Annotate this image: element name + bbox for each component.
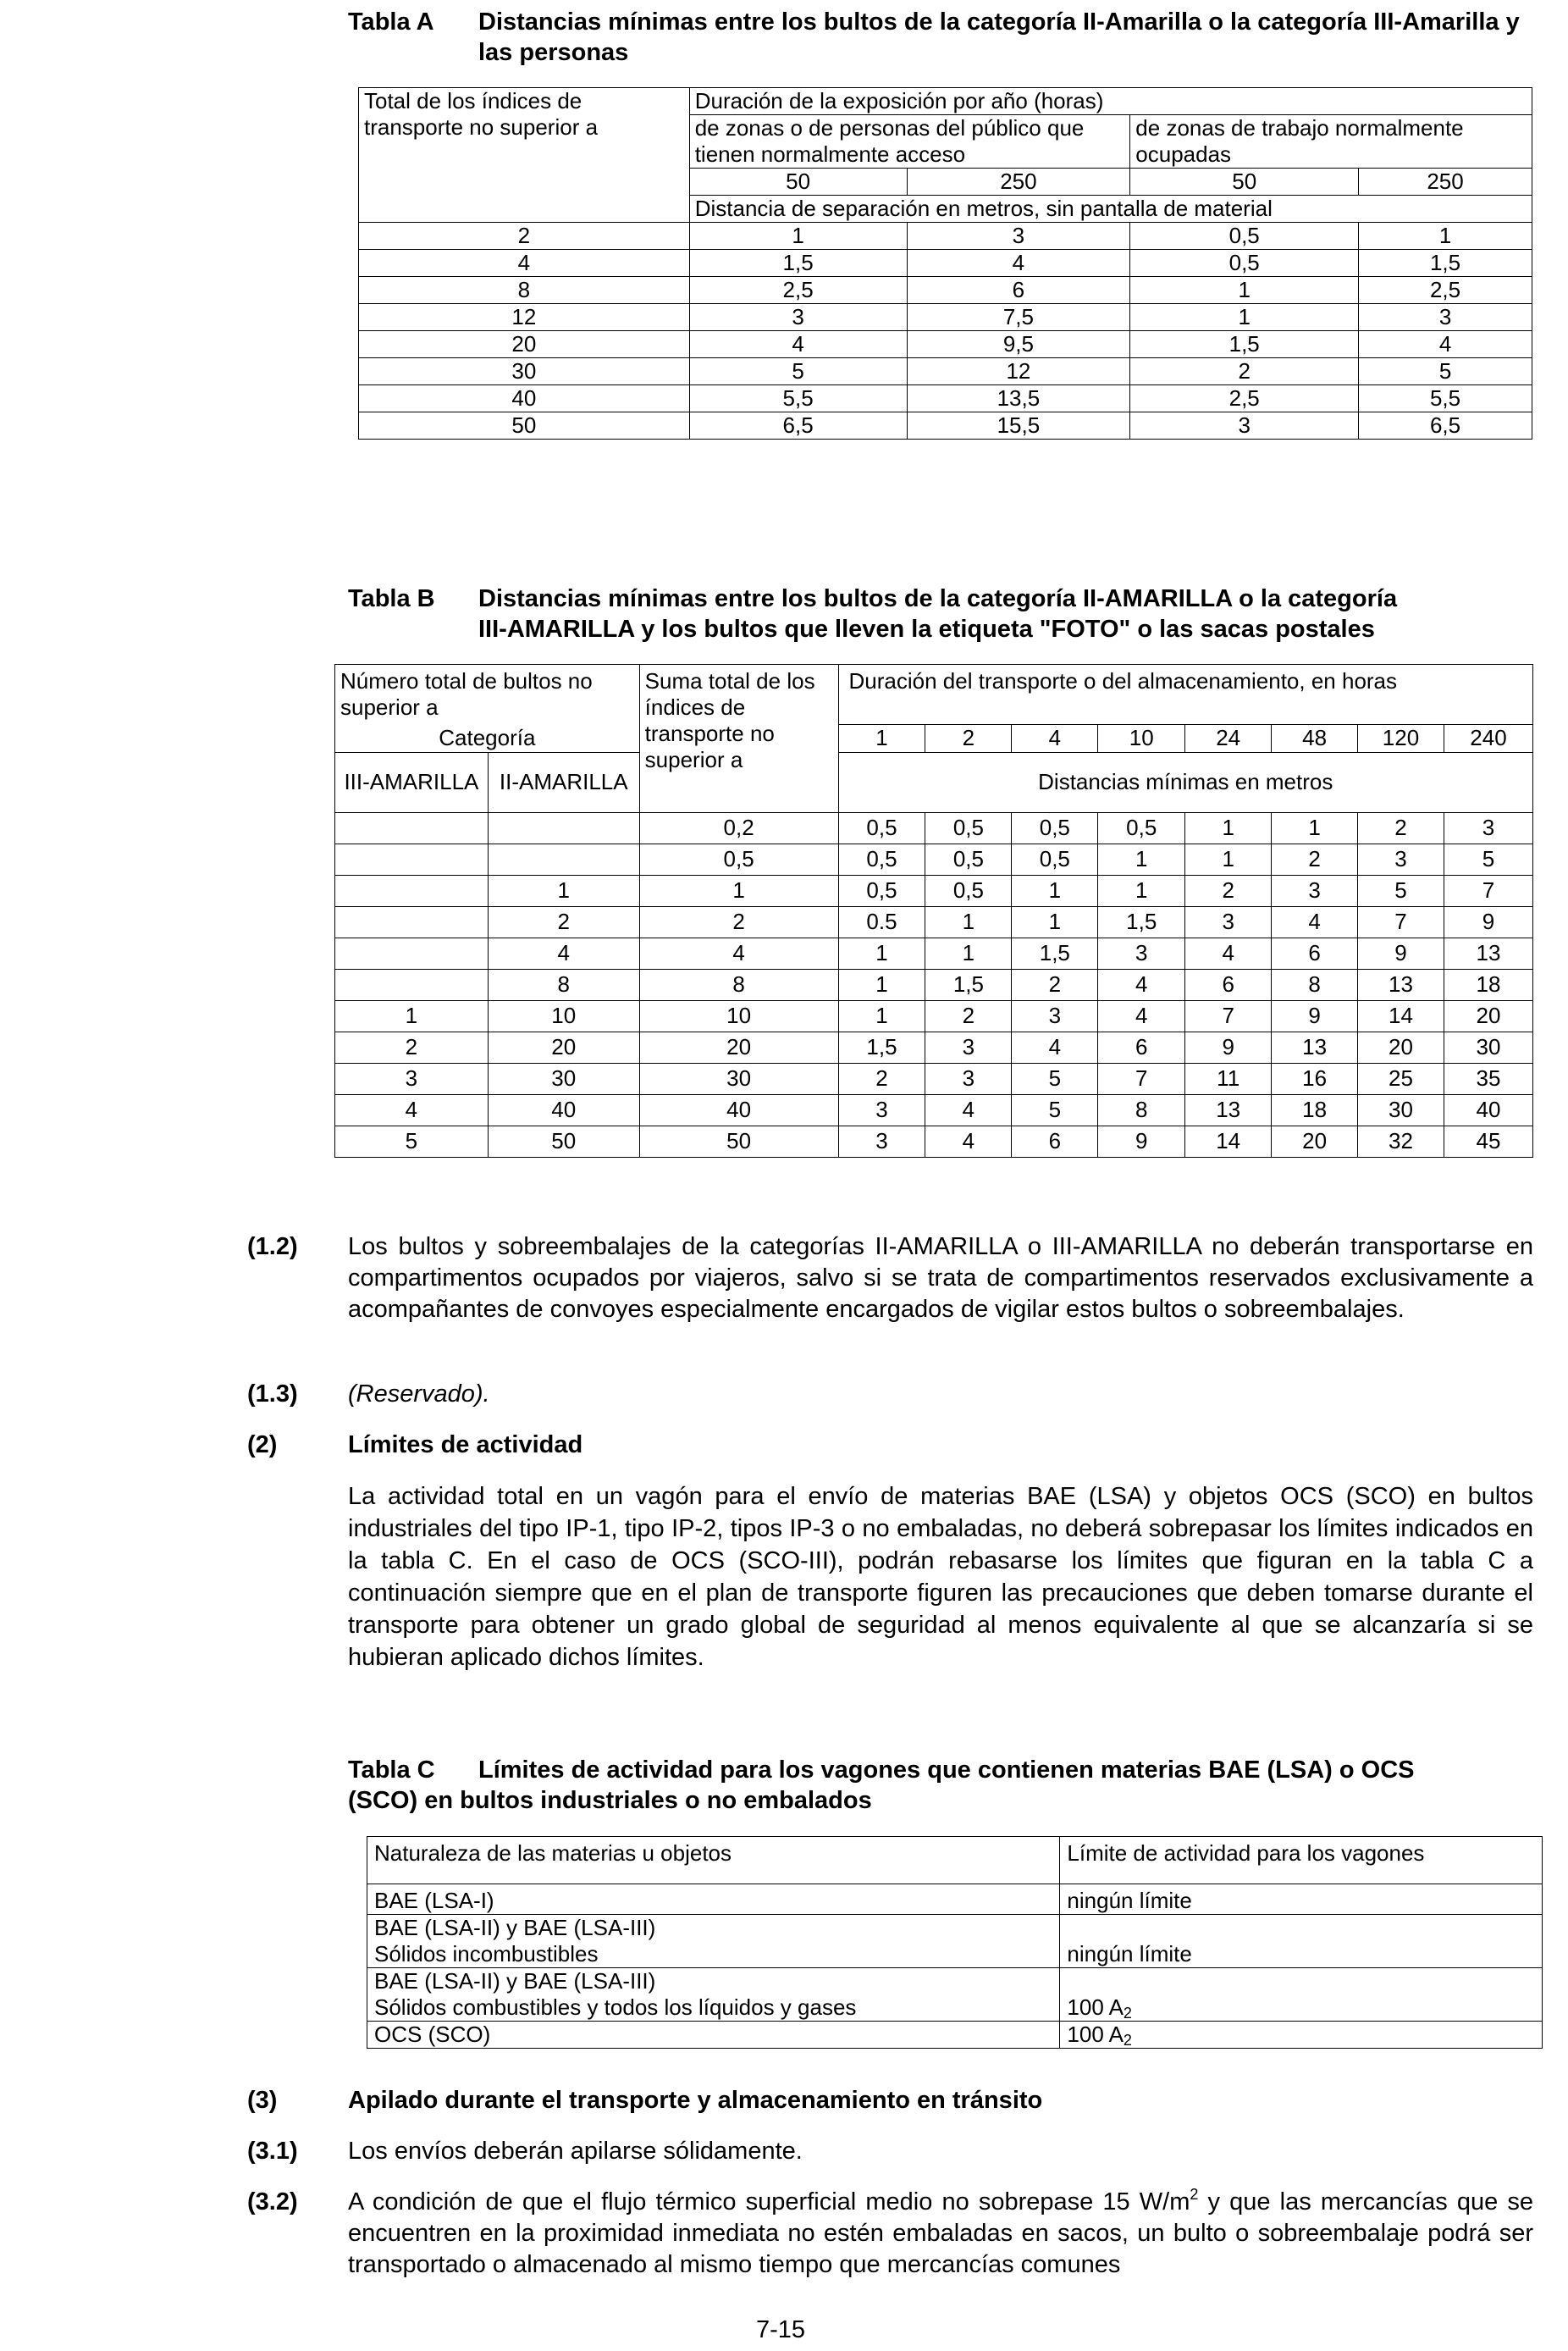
table-row: [335, 875, 1533, 906]
table-cell: 12: [907, 358, 1130, 385]
table-cell: [488, 844, 639, 875]
table-cell: 20: [1358, 1032, 1444, 1063]
table-cell: 1: [488, 875, 639, 906]
table-cell: [488, 812, 639, 844]
table-cell: 35: [1444, 1063, 1532, 1094]
tabla-a-head-total: Total de los índices de transporte no superior a: [359, 88, 690, 223]
table-cell: 20: [639, 1032, 838, 1063]
table-row: [335, 812, 1533, 844]
table-cell: 4: [335, 1094, 489, 1126]
table-cell: 30: [488, 1063, 639, 1094]
section-1-2-text: Los bultos y sobreembalajes de la categorías II-AMARILLA o III-AMARILLA no deberán transportarse en compartimentos ocupados por viajeros, salvo si se trata de compartimentos reservados exclusivamente a acompañantes de convoyes especialmente encargados de vigilar estos bultos o sobreembalajes.: [348, 1233, 1533, 1323]
tabla-b-hours: 4: [1012, 725, 1098, 753]
table-cell: 3: [925, 1063, 1012, 1094]
table-cell: 13: [1185, 1094, 1272, 1126]
tabla-c: [367, 1836, 1543, 2049]
table-cell: 40: [639, 1094, 838, 1126]
table-cell: 7: [1185, 1000, 1272, 1032]
table-cell: 2: [838, 1063, 925, 1094]
table-cell: 1: [1185, 812, 1272, 844]
tabla-c-title-line1: Límites de actividad para los vagones que contienen materias BAE (LSA) o OCS: [478, 1756, 1415, 1784]
table-cell: 7: [1444, 875, 1532, 906]
table-cell: 0,5: [925, 875, 1012, 906]
table-cell: 8: [1272, 969, 1358, 1000]
table-cell: 10: [488, 1000, 639, 1032]
table-cell: 5,5: [1359, 385, 1532, 412]
table-cell: 1: [1359, 223, 1532, 250]
table-cell: 5: [1012, 1063, 1098, 1094]
table-cell: 4: [639, 938, 838, 969]
tabla-c-label: Tabla C: [348, 1756, 435, 1784]
table-cell: 2: [335, 1032, 489, 1063]
table-cell: 5: [689, 358, 907, 385]
superscript: 2: [1190, 2186, 1199, 2203]
table-cell: 45: [1444, 1126, 1532, 1157]
table-cell: 1,5: [1130, 331, 1359, 358]
table-cell: 9: [1358, 938, 1444, 969]
table-cell: 20: [488, 1032, 639, 1063]
table-row: [335, 1126, 1533, 1157]
table-row: [359, 250, 1532, 277]
table-cell: 4: [1185, 938, 1272, 969]
table-cell: 18: [1272, 1094, 1358, 1126]
table-cell: 1: [838, 1000, 925, 1032]
tabla-c-limit-subscript: 2: [1123, 2005, 1132, 2022]
tabla-b-hours: 48: [1272, 725, 1358, 753]
section-number: (3): [247, 2087, 278, 2114]
table-cell: 3: [1130, 412, 1359, 440]
table-cell: 3: [1272, 875, 1358, 906]
page-number: 7-15: [756, 2316, 806, 2343]
table-cell: 5: [335, 1126, 489, 1157]
table-cell: 4: [1272, 906, 1358, 938]
table-cell: 2: [488, 906, 639, 938]
table-cell: 20: [1272, 1126, 1358, 1157]
table-cell: [335, 969, 489, 1000]
tabla-b-label: Tabla B: [348, 585, 435, 612]
tabla-a-hours: 50: [689, 169, 907, 196]
tabla-b-hours: 10: [1098, 725, 1185, 753]
section-3-2-text-a: A condición de que el flujo térmico superficial medio no sobrepase 15 W/m: [348, 2188, 1190, 2215]
table-cell: 30: [359, 358, 690, 385]
tabla-c-title-line2: (SCO) en bultos industriales o no embalados: [348, 1787, 872, 1814]
table-row: [335, 969, 1533, 1000]
table-cell: 5: [1358, 875, 1444, 906]
table-cell: 4: [1359, 331, 1532, 358]
table-cell: 6,5: [1359, 412, 1532, 440]
tabla-c-limit: [1060, 1968, 1543, 2022]
table-cell: 2,5: [689, 277, 907, 304]
table-cell: 40: [488, 1094, 639, 1126]
table-cell: 1: [1098, 844, 1185, 875]
tabla-a-head-publico: de zonas o de personas del público que tienen normalmente acceso: [689, 115, 1130, 169]
table-cell: 9: [1272, 1000, 1358, 1032]
table-cell: 1: [925, 906, 1012, 938]
table-cell: 25: [1358, 1063, 1444, 1094]
table-cell: 40: [1444, 1094, 1532, 1126]
section-1-3-text: (Reservado).: [348, 1380, 490, 1408]
tabla-a-label: Tabla A: [348, 8, 434, 36]
table-cell: 3: [1444, 812, 1532, 844]
table-cell: 20: [359, 331, 690, 358]
table-cell: 1: [1012, 875, 1098, 906]
table-cell: 3: [1012, 1000, 1098, 1032]
table-row: [335, 1094, 1533, 1126]
table-cell: 2: [1130, 358, 1359, 385]
table-cell: 0,5: [838, 875, 925, 906]
table-cell: 6,5: [689, 412, 907, 440]
table-cell: 12: [359, 304, 690, 331]
table-cell: 1: [689, 223, 907, 250]
tabla-b-head-categoria: Categoría: [335, 725, 640, 753]
table-cell: 9: [1444, 906, 1532, 938]
table-cell: 8: [488, 969, 639, 1000]
table-cell: 50: [639, 1126, 838, 1157]
table-cell: 5,5: [689, 385, 907, 412]
table-cell: 1: [1012, 906, 1098, 938]
table-cell: 13,5: [907, 385, 1130, 412]
table-cell: 1: [1130, 277, 1359, 304]
tabla-a-title: Distancias mínimas entre los bultos de la categoría II-Amarilla o la categoría III-Amarilla y las personas: [478, 8, 1520, 66]
table-row: [359, 331, 1532, 358]
table-cell: 3: [838, 1094, 925, 1126]
table-cell: 2: [1185, 875, 1272, 906]
table-row: [335, 1063, 1533, 1094]
table-cell: 9: [1098, 1126, 1185, 1157]
tabla-b-head-distancias: Distancias mínimas en metros: [838, 752, 1532, 812]
table-row: [335, 906, 1533, 938]
table-cell: 0,5: [925, 844, 1012, 875]
table-cell: [335, 906, 489, 938]
table-cell: 3: [335, 1063, 489, 1094]
table-cell: 4: [907, 250, 1130, 277]
section-2-heading: Límites de actividad: [348, 1431, 583, 1458]
table-cell: 8: [359, 277, 690, 304]
table-cell: 1: [838, 938, 925, 969]
table-cell: 13: [1272, 1032, 1358, 1063]
table-cell: 9: [1185, 1032, 1272, 1063]
section-2-text: La actividad total en un vagón para el envío de materias BAE (LSA) y objetos OCS (SCO) en bultos industriales del tipo IP-1, tipo IP-2, tipos IP-3 o no embaladas, no deberá sobrepasar los límites indicados en la tabla C. En el caso de OCS (SCO-III), podrán rebasarse los límites que figuran en la tabla C a continuación siempre que en el plan de transporte figuren las precauciones que deben tomarse durante el transporte para obtener un grado global de seguridad al menos equivalente al que se alcanzaría si se hubieran aplicado dichos límites.: [348, 1483, 1533, 1671]
tabla-c-material-line: Sólidos combustibles y todos los líquidos y gases: [374, 1994, 857, 2020]
tabla-a-head-duracion: Duración de la exposición por año (horas): [689, 88, 1532, 115]
section-3-heading: Apilado durante el transporte y almacenamiento en tránsito: [348, 2087, 1043, 2114]
section-3-1-text: Los envíos deberán apilarse sólidamente.: [348, 2138, 803, 2165]
table-cell: 3: [1185, 906, 1272, 938]
table-cell: 0,5: [838, 812, 925, 844]
section-number: (2): [247, 1431, 278, 1458]
table-cell: 2: [1358, 812, 1444, 844]
table-row: [359, 412, 1532, 440]
section-number: (1.3): [247, 1380, 298, 1408]
tabla-b-head-numero: Número total de bultos no superior a: [335, 665, 640, 725]
table-cell: 2: [925, 1000, 1012, 1032]
table-cell: 5: [1012, 1094, 1098, 1126]
tabla-c-limit-value: 100 A: [1067, 1994, 1124, 2020]
table-cell: 10: [639, 1000, 838, 1032]
table-cell: 4: [925, 1094, 1012, 1126]
table-cell: 0.5: [838, 906, 925, 938]
table-cell: 1,5: [689, 250, 907, 277]
tabla-c-material-line: BAE (LSA-II) y BAE (LSA-III): [374, 1915, 656, 1940]
table-cell: 6: [1012, 1126, 1098, 1157]
table-cell: 2,5: [1359, 277, 1532, 304]
table-cell: [335, 812, 489, 844]
section-number: (3.2): [247, 2188, 298, 2215]
table-cell: 50: [488, 1126, 639, 1157]
table-cell: 13: [1444, 938, 1532, 969]
table-cell: [335, 875, 489, 906]
section-number: (1.2): [247, 1233, 298, 1260]
tabla-b-head-suma: Suma total de los índices de transporte no superior a: [639, 665, 838, 813]
table-cell: 30: [1358, 1094, 1444, 1126]
table-cell: 0,5: [1098, 812, 1185, 844]
table-cell: 18: [1444, 969, 1532, 1000]
table-cell: 6: [1098, 1032, 1185, 1063]
table-cell: 3: [689, 304, 907, 331]
table-cell: 8: [1098, 1094, 1185, 1126]
tabla-c-material: [367, 1915, 1060, 1968]
tabla-a-hours: 50: [1130, 169, 1359, 196]
tabla-b-hours: 120: [1358, 725, 1444, 753]
table-cell: 1: [639, 875, 838, 906]
tabla-c-limit: ningún límite: [1060, 1884, 1543, 1915]
table-cell: 2: [1272, 844, 1358, 875]
tabla-b-title-line2: III-AMARILLA y los bultos que lleven la etiqueta "FOTO" o las sacas postales: [478, 616, 1375, 643]
table-cell: 1: [1130, 304, 1359, 331]
table-cell: [335, 844, 489, 875]
tabla-c-material: OCS (SCO): [367, 2022, 1060, 2049]
tabla-a-head-distancia: Distancia de separación en metros, sin pantalla de material: [689, 196, 1532, 223]
tabla-a-caption: [348, 7, 1542, 71]
tabla-c-material: [367, 1968, 1060, 2022]
table-cell: 4: [689, 331, 907, 358]
tabla-c-material: BAE (LSA-I): [367, 1884, 1060, 1915]
table-cell: 6: [1185, 969, 1272, 1000]
table-cell: 1: [1185, 844, 1272, 875]
table-cell: 1: [925, 938, 1012, 969]
table-cell: 1: [335, 1000, 489, 1032]
tabla-b-hours: 2: [925, 725, 1012, 753]
table-cell: [335, 938, 489, 969]
table-row: [359, 358, 1532, 385]
table-cell: 1,5: [1012, 938, 1098, 969]
table-cell: 50: [359, 412, 690, 440]
table-cell: 15,5: [907, 412, 1130, 440]
section-number: (3.1): [247, 2138, 298, 2165]
tabla-b-hours: 240: [1444, 725, 1532, 753]
tabla-a-hours: 250: [907, 169, 1130, 196]
table-cell: 3: [838, 1126, 925, 1157]
tabla-b-head-iii: III-AMARILLA: [335, 752, 489, 812]
tabla-b-hours: 24: [1185, 725, 1272, 753]
table-cell: 0,5: [838, 844, 925, 875]
table-cell: 0,5: [1130, 223, 1359, 250]
table-cell: 7,5: [907, 304, 1130, 331]
table-cell: 9,5: [907, 331, 1130, 358]
tabla-c-limit: [1060, 2022, 1543, 2049]
table-cell: 4: [488, 938, 639, 969]
table-cell: 1,5: [838, 1032, 925, 1063]
table-row: [335, 1032, 1533, 1063]
table-cell: 30: [639, 1063, 838, 1094]
table-cell: 2: [1012, 969, 1098, 1000]
table-cell: 2: [639, 906, 838, 938]
tabla-c-caption: [348, 1755, 1542, 1819]
table-row: [335, 844, 1533, 875]
table-cell: 5: [1444, 844, 1532, 875]
table-row: [359, 385, 1532, 412]
table-cell: 4: [1098, 969, 1185, 1000]
table-cell: 3: [925, 1032, 1012, 1063]
table-cell: 1,5: [1359, 250, 1532, 277]
tabla-c-limit-subscript: 2: [1123, 2032, 1132, 2049]
table-cell: 20: [1444, 1000, 1532, 1032]
table-cell: 1: [838, 969, 925, 1000]
table-cell: 0,2: [639, 812, 838, 844]
tabla-b-title-line1: Distancias mínimas entre los bultos de la categoría II-AMARILLA o la categoría: [478, 585, 1398, 612]
table-cell: 0,5: [925, 812, 1012, 844]
table-row: [335, 1000, 1533, 1032]
table-cell: 11: [1185, 1063, 1272, 1094]
table-row: [359, 304, 1532, 331]
table-cell: 7: [1098, 1063, 1185, 1094]
table-cell: 0,5: [1012, 844, 1098, 875]
section-3-2-text-b: y que las mercancías que se encuentren en la proximidad inmediata no estén embaladas en sacos, un bulto o sobreembalaje podrá ser transportado o almacenado al mismo tiempo que mercancías comunes: [348, 2188, 1533, 2278]
table-cell: 0,5: [639, 844, 838, 875]
table-cell: 13: [1358, 969, 1444, 1000]
tabla-a: [358, 87, 1532, 440]
tabla-c-head-naturaleza: Naturaleza de las materias u objetos: [367, 1837, 1060, 1884]
tabla-c-head-limite: Límite de actividad para los vagones: [1060, 1837, 1543, 1884]
tabla-b: [334, 664, 1533, 1158]
table-cell: 6: [907, 277, 1130, 304]
table-cell: 40: [359, 385, 690, 412]
table-cell: 5: [1359, 358, 1532, 385]
table-cell: 3: [907, 223, 1130, 250]
table-row: [359, 223, 1532, 250]
table-cell: 2,5: [1130, 385, 1359, 412]
table-cell: 4: [1098, 1000, 1185, 1032]
table-row: [359, 277, 1532, 304]
table-row: [335, 938, 1533, 969]
table-cell: 3: [1358, 844, 1444, 875]
table-cell: 1,5: [925, 969, 1012, 1000]
tabla-c-limit: ningún límite: [1060, 1915, 1543, 1968]
table-cell: 3: [1359, 304, 1532, 331]
table-cell: 6: [1272, 938, 1358, 969]
table-cell: 30: [1444, 1032, 1532, 1063]
table-cell: 0,5: [1012, 812, 1098, 844]
table-cell: 16: [1272, 1063, 1358, 1094]
table-cell: 0,5: [1130, 250, 1359, 277]
table-cell: 4: [925, 1126, 1012, 1157]
tabla-b-hours: 1: [838, 725, 925, 753]
tabla-b-head-ii: II-AMARILLA: [488, 752, 639, 812]
table-cell: 2: [359, 223, 690, 250]
tabla-c-material-line: Sólidos incombustibles: [374, 1941, 599, 1967]
table-cell: 8: [639, 969, 838, 1000]
tabla-b-caption: [348, 584, 1542, 648]
table-cell: 4: [359, 250, 690, 277]
table-cell: 4: [1012, 1032, 1098, 1063]
table-cell: 14: [1358, 1000, 1444, 1032]
table-cell: 14: [1185, 1126, 1272, 1157]
section-3-2-text: [348, 2187, 1533, 2281]
table-cell: 3: [1098, 938, 1185, 969]
tabla-c-material-line: BAE (LSA-II) y BAE (LSA-III): [374, 1968, 656, 1994]
tabla-c-limit-value: 100 A: [1067, 2022, 1124, 2047]
tabla-a-hours: 250: [1359, 169, 1532, 196]
table-cell: 32: [1358, 1126, 1444, 1157]
tabla-b-head-duracion: Duración del transporte o del almacenamiento, en horas: [838, 665, 1532, 725]
tabla-a-head-trabajo: de zonas de trabajo normalmente ocupadas: [1130, 115, 1532, 169]
table-cell: 7: [1358, 906, 1444, 938]
table-cell: 1: [1272, 812, 1358, 844]
table-cell: 1: [1098, 875, 1185, 906]
table-cell: 1,5: [1098, 906, 1185, 938]
